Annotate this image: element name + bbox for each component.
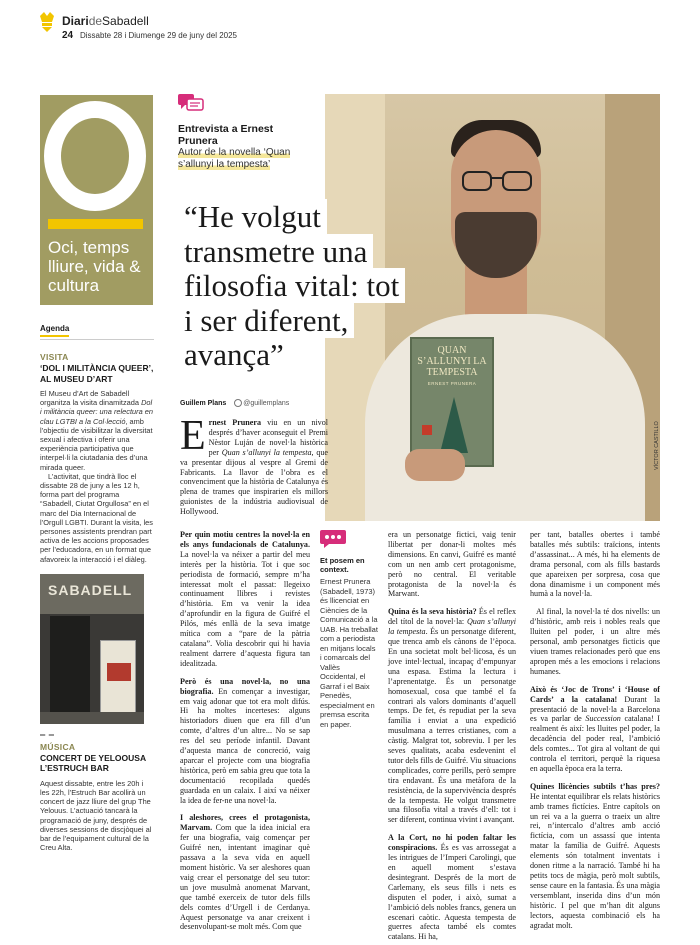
speech-bubbles-icon [178,94,204,112]
context-icon [320,530,346,548]
agenda-label: Agenda [40,324,69,337]
section-accent-bar [48,219,143,229]
event-title: ‘DOL I MILITÀNCIA QUEER’, AL MUSEU D’ART [40,363,154,384]
event-title: CONCERT DE YELOOUSA L’ESTRUCH BAR [40,752,146,774]
crown-logo-icon [40,12,54,32]
event-body: El Museu d’Art de Sabadell organitza la visita dinamitzada Dol i militància queer: una relectura en clau LGTBI a la Col·lecció, amb l’objectiu de visibilitzar la diversitat sexual i afectiva i oferir una experiència participativa que interpel·li la ciutadania des d’una mirada queer. [40,389,153,472]
question-6: Això és ‘Joc de Trons’ i ‘House of Cards’ a la catalana! [530,684,660,704]
question-3: I aleshores, crees el protagonista, Marvam. [180,813,310,833]
question-2: Però és una novel·la, no una biografia. [180,676,310,696]
byline-handle: @guillemplans [243,399,290,407]
sidebar-kicker: Et posem en context. [320,556,365,574]
article-column-1: Per quin motiu centres la novel·la en els anys fundacionals de Catalunya. La novel·la va néixer a partir del meu interès per la història. Tot i que soc periodista de formació, sempre m’ha interessat molt el passat: llegeixo continuament llibres i revistes d’història. Em va venir la idea d’aprofundir en la figura de Guifré el Pilós, més enllà de la seva imatge mítica com a “pare de la pàtria catalana”. Volia descobrir qui hi havia realment darrere d’aquesta figura tan idealitzada. Però és una novel·la, no una biografia. En començar a investigar, em vaig adonar que tot era molt difús. Hi ha moltes incerteses: alguns historiadors diuen que era fill d’un comte, d’altres d’un altre... No se sap res del seu període infantil. Davant d’aquesta manca de concreció, vaig aparcar el projecte com una biografia històrica, però em sabia greu que tota la documentació recopilada quedés guardada en un calaix. I així va néixer la idea de fer-ne una novel·la. I aleshores, crees el protagonista, Marvam. Com que la idea inicial era fer una biografia, vaig començar per Guifré nen, intentant imaginar què passava a la seva vida en aquell moment històric. Va ser aleshores quan vaig crear el personatge del seu tutor: un jove musulmà anomenat Marvant, que també exerceix de tutor dels fills dels comtes d’Urgell i de Cerdanya. Aquest personatge va anar creixent i desenvolupant-se molt més. Com que [180,530,310,932]
interview-subtitle: Autor de la novella ‘Quan s’allunyi la tempesta’ [178,147,291,170]
question-7: Quines llicències subtils t’has pres? [530,781,660,791]
context-sidebar [320,530,378,729]
byline-handle-wrap [234,400,289,407]
headline: “He volgut transmetre una filosofia vital: tot i ser diferent, avança” [180,200,400,373]
article-intro: Ernest Prunera viu en un nivol després d’haver aconseguit el Premi Nèstor Luján de novel·la històrica per Quan s’allunyi la tempesta, que va presentar dijous al vespre al Gremi de Fabricants. La llavor de l’obra es el convenciment que la història de Catalunya és plena de trames que inspirarien els millors guionistes de la indústria audiovisual de Hollywood. [180,413,329,517]
masthead [40,10,660,60]
agenda-divider [40,339,154,340]
event-separator [40,734,54,736]
question-5: A la Cort, no hi poden faltar les conspiracions. [388,833,516,853]
photo-credit: VÍCTOR CASTILLO [654,421,660,470]
issue-date: Dissabte 28 i Diumenge 29 de juny del 2025 [80,31,237,40]
event-body: Aquest dissabte, entre les 20h i les 22h, l’Estruch Bar acollirà un concert de jazz lliure del grup The Yelouus. L’actuació tancarà la programació de juny, després de diverses sessions de discjòquei al bar de l’equipament cultural de la Creu Alta. [40,778,152,853]
book-cover [410,337,494,467]
brand-name: DiarideSabadell [62,14,149,28]
section-title: Oci, temps lliure, vida & cultura [48,238,141,295]
article-column-4: per tant, batalles obertes i també batalles més subtils: traïcions, intents d’assassinat... A més, hi ha elements de drama personal, com als fills bastards que apareixen per sorpresa, cosa que dona dinamisme i un component més humà a la novel·la. Al final, la novel·la té dos nivells: un d’històric, amb reis i nobles reals que lluiten pel poder, i un altre més personal, amb personatges ficticis que viuen trames relacionades però que ens apropen més a les emocions i relacions humanes. Això és ‘Joc de Trons’ i ‘House of Cards’ a la catalana! Durant la presentació de la novel·la a Barcelona es va parlar de Succession catalana! I realment és així: les lluites pel poder, la decadència del poder real, l’ambició dels comtes... Tot gira al voltant de qui controla el territori, perquè la riquesa en aquella època era la terra. Quines llicències subtils t’has pres? He intentat equilibrar els relats històrics amb trames fictícies. Entre capítols on un rei va a la guerra o traeix un altre rei, n’intercalo d’altres amb acció fictícia, com un assassí que intenta matar la família de Guifré. Aquests elements són totalment inventats i donen ritme a la narració. També hi ha petits tocs de màgia, però molt subtils, sense caure en la fantasia. És una màgia versemblant, inserida dins d’un món històric. I pel que m’han dit alguns lectors, aquesta combinació els ha agradat molt. [530,530,660,930]
drop-cap: E [180,413,206,459]
section-block [40,95,153,305]
museum-photo [40,574,144,724]
interview-title: Entrevista a Ernest Prunera [178,123,274,147]
event-kicker: MÚSICA [40,741,76,752]
sidebar-body: Ernest Prunera (Sabadell, 1973) és llicenciat en Ciències de la Comunicació a la UAB. Ha treballat com a periodista en mitjans locals i comarcals del Vallès Occidental, el Garraf i el Baix Penedès, especialment en premsa escrita en paper. [320,577,378,729]
book-title: QUAN S’ALLUNYI LA TEMPESTA [417,345,487,378]
event-body-continued: L’activitat, que tindrà lloc el dissabte 28 de juny a les 12 h, forma part del programa “Sabadell, Ciutat Orgullosa” en el marc del Dia Internacional de l’Orgull LGBTI. Durant la visita, les persones assistents prendran part activa de les accions proposades per l’educadora, en un format que afavoreix la interacció i el diàleg. [40,471,153,564]
event-kicker: VISITA [40,352,69,362]
interview-tag [178,94,308,171]
book-author: ERNEST PRUNERA [427,381,477,386]
question-1: Per quin motiu centres la novel·la en els anys fundacionals de Catalunya. [180,530,310,549]
page-number: 24 [62,30,74,41]
photo-sign-text: SABADELL [48,581,133,598]
byline-name: Guillem Plans [180,399,227,407]
glasses-icon [459,170,535,192]
question-4: Quina és la seva història? [388,607,477,617]
byline [180,399,330,407]
agenda-column [40,318,154,852]
section-letter-o [44,101,146,211]
at-icon [234,399,242,407]
article-column-3: era un personatge fictici, vaig tenir llibertat per donar-li moltes més dimensions. En canvi, Guifré es manté com un nen amb cert protagonisme, però no central. El veritable protagonista de la novel·la és Marwant. Quina és la seva història? És el reflex del títol de la novel·la: Quan s’allunyi la tempesta. És un personatge diferent, que trenca amb els cànons de l’època. En una societat molt bel·licosa, és un jove intel·lectual, incapaç d’empunyar una espasa. Estima la lectura i l’aprenentatge. És un personatge homosexual, cosa que també el fa contrari als valors dominants d’aquell temps. De fet, és repudiat per la seva família i enviat a una expedició musulmana a terres cristianes, com a càstig. Malgrat tot, sobreviu. I per les seves qualitats, acaba esdevenint el tutor dels fills de Guifré. Viu situacions complicades, corre perills, però sempre tira endavant. És una metàfora de la resistència, de la supervivència després de la tempesta. He volgut transmetre una filosofia vital a través d’ell: tot i ser diferent, continua vivint i avançant. A la Cort, no hi poden faltar les conspiracions. És es vas arrossegat a les intrigues de l’Imperi Carolingi, que en aquell moment s’estava desintegrant. Després de la mort de Carlemany, els seus fills i nets es disputen el poder, i això, sumat a l’ambició dels nobles francs, genera un escenari caòtic. Aquesta tempesta de guerres afecta també els comtes catalans. Hi ha, [388,530,516,942]
